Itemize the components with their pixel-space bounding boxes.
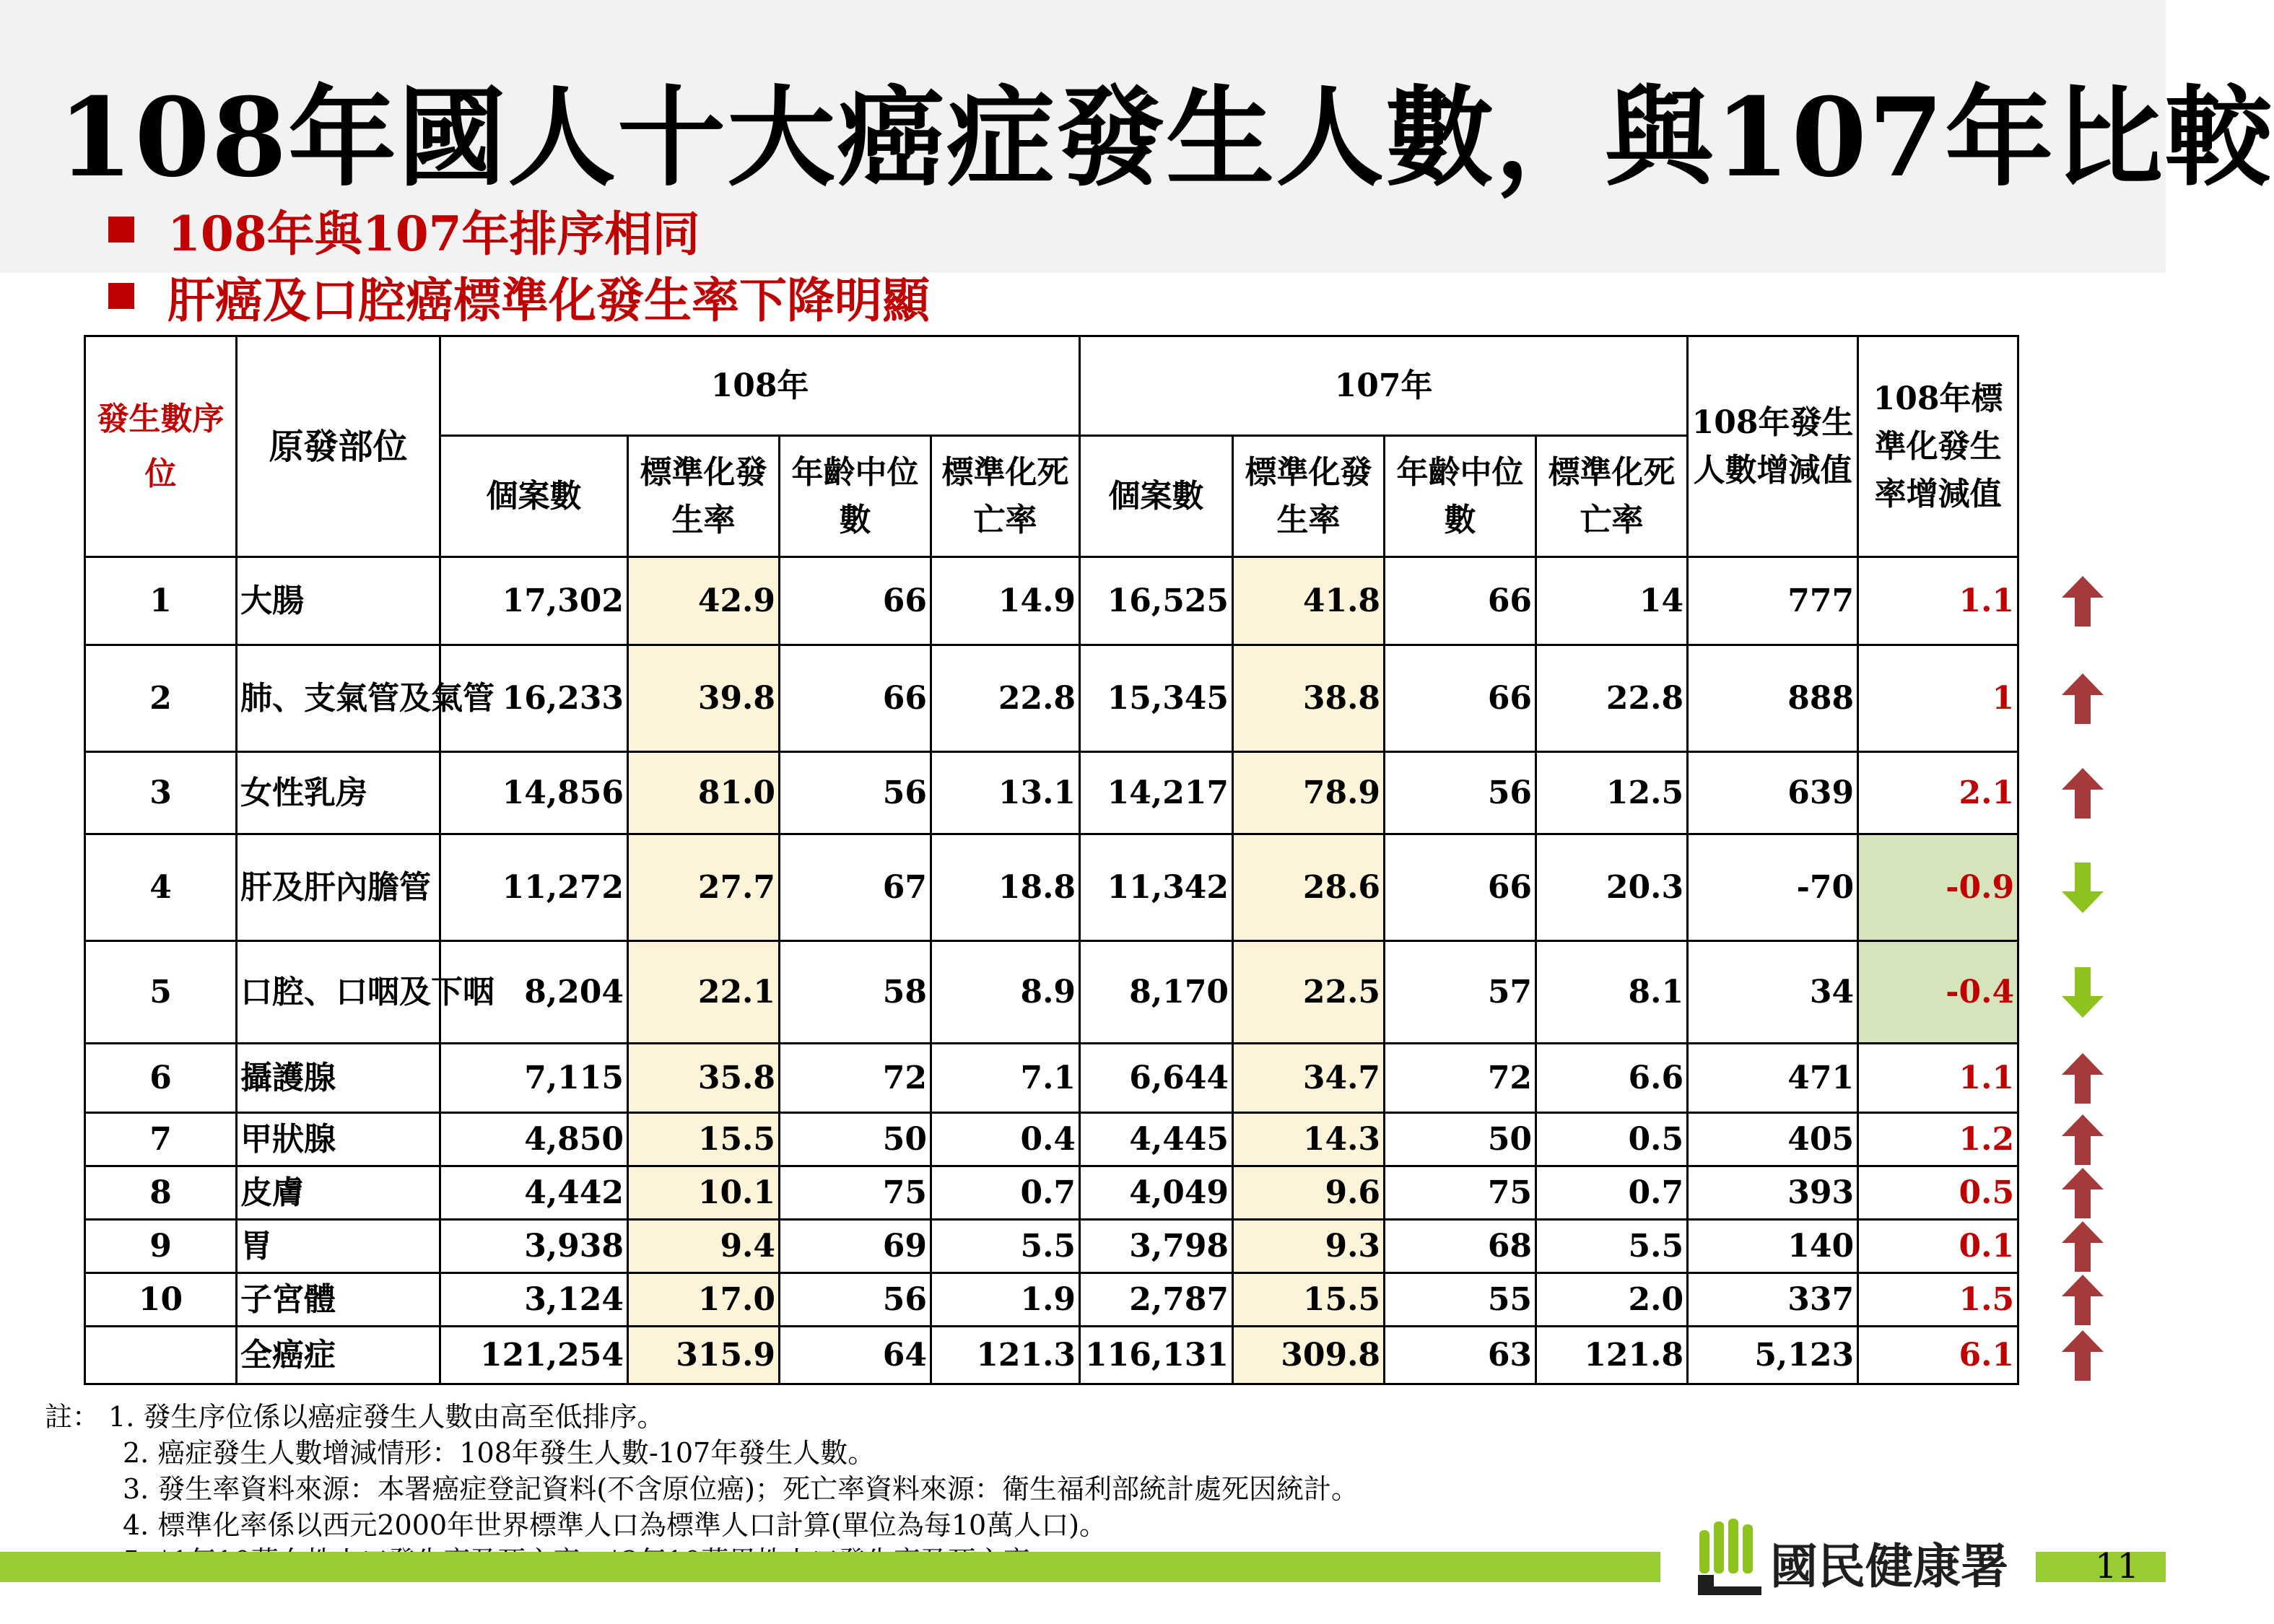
up-arrow-icon [2062,1275,2104,1325]
cell-site: 胃 [237,1220,440,1273]
cell-m108: 7.1 [931,1044,1080,1113]
up-arrow-icon [2062,576,2104,627]
header-108-std-inc: 標準化發生率 [628,436,780,557]
cell-c107: 15,345 [1080,645,1233,752]
cell-m107: 22.8 [1536,645,1688,752]
cell-rank: 9 [85,1220,237,1273]
cell-dc: 639 [1688,752,1858,834]
bullet-item: 肝癌及口腔癌標準化發生率下降明顯 [108,263,930,329]
table-row [85,1273,2018,1327]
cell-r107: 38.8 [1233,645,1385,752]
table-row [85,834,2018,941]
cell-a107: 75 [1385,1166,1536,1220]
cell-a108: 50 [780,1113,931,1166]
cell-m108: 18.8 [931,834,1080,941]
cell-r108: 315.9 [628,1327,780,1384]
cell-a107: 63 [1385,1327,1536,1384]
cell-dr: 2.1 [1858,752,2018,834]
cell-site: 女性乳房 [237,752,440,834]
cell-dc: 393 [1688,1166,1858,1220]
cell-a107: 68 [1385,1220,1536,1273]
cell-a107: 66 [1385,557,1536,645]
cell-dc: 5,123 [1688,1327,1858,1384]
page-number: 11 [2095,1546,2140,1586]
down-arrow-icon [2062,863,2104,913]
cell-m108: 13.1 [931,752,1080,834]
cell-m108: 5.5 [931,1220,1080,1273]
bullet-item: 108年與107年排序相同 [108,196,930,263]
cell-a107: 66 [1385,645,1536,752]
footnote-line: 4. 標準化率係以西元2000年世界標準人口為標準人口計算(單位為每10萬人口)。 [123,1509,1107,1541]
header-107-cases: 個案數 [1080,436,1233,557]
table-row [85,1327,2018,1384]
cell-site: 大腸 [237,557,440,645]
cell-rank: 8 [85,1166,237,1220]
cell-dc: -70 [1688,834,1858,941]
cell-dc: 888 [1688,645,1858,752]
cell-c108: 4,442 [440,1166,628,1220]
cell-r108: 17.0 [628,1273,780,1327]
cell-a107: 50 [1385,1113,1536,1166]
cell-m108: 0.4 [931,1113,1080,1166]
footnote-line: 1. 發生序位係以癌症發生人數由高至低排序。 [108,1401,665,1433]
cell-site: 子宮體 [237,1273,440,1327]
table-row [85,1044,2018,1113]
cell-m107: 0.5 [1536,1113,1688,1166]
cell-dc: 337 [1688,1273,1858,1327]
cell-r107: 9.6 [1233,1166,1385,1220]
cell-rank: 1 [85,557,237,645]
table-row [85,1166,2018,1220]
cell-site: 攝護腺 [237,1044,440,1113]
cell-c107: 3,798 [1080,1220,1233,1273]
cell-r108: 15.5 [628,1113,780,1166]
cell-c108: 7,115 [440,1044,628,1113]
square-bullet-icon [108,283,134,309]
footnote-line: 3. 發生率資料來源：本署癌症登記資料(不含原位癌)；死亡率資料來源：衛生福利部統計處死因統計。 [123,1473,1359,1505]
cell-dr: 1.1 [1858,557,2018,645]
cell-site: 口腔、口咽及下咽 [237,941,440,1044]
header-site: 原發部位 [237,336,440,557]
cell-m107: 5.5 [1536,1220,1688,1273]
cell-rank: 6 [85,1044,237,1113]
bullet-list [108,196,930,329]
footnote-line: 2. 癌症發生人數增減情形：108年發生人數-107年發生人數。 [123,1437,876,1469]
cell-c107: 4,049 [1080,1166,1233,1220]
cell-dr: 6.1 [1858,1327,2018,1384]
cell-rank: 10 [85,1273,237,1327]
cell-c108: 8,204 [440,941,628,1044]
cell-dc: 471 [1688,1044,1858,1113]
cell-c108: 121,254 [440,1327,628,1384]
cell-c107: 2,787 [1080,1273,1233,1327]
cell-rank: 7 [85,1113,237,1166]
cell-a108: 64 [780,1327,931,1384]
cell-m107: 8.1 [1536,941,1688,1044]
cell-dr: 1.1 [1858,1044,2018,1113]
cell-m107: 20.3 [1536,834,1688,941]
cell-r107: 9.3 [1233,1220,1385,1273]
page-title: 108年國人十大癌症發生人數，與107年比較 [58,74,2274,201]
cell-a108: 67 [780,834,931,941]
header-diff-cases: 108年發生人數增減值 [1688,336,1858,557]
cell-m107: 14 [1536,557,1688,645]
cell-a107: 57 [1385,941,1536,1044]
cell-dc: 405 [1688,1113,1858,1166]
up-arrow-icon [2062,1053,2104,1104]
cell-r108: 22.1 [628,941,780,1044]
up-arrow-icon [2062,1221,2104,1272]
cell-a107: 66 [1385,834,1536,941]
header-diff-rate: 108年標準化發生率增減值 [1858,336,2018,557]
cell-r108: 10.1 [628,1166,780,1220]
cell-m107: 2.0 [1536,1273,1688,1327]
cell-r108: 35.8 [628,1044,780,1113]
cell-c107: 11,342 [1080,834,1233,941]
up-arrow-icon [2062,1330,2104,1381]
cell-dr: 1.5 [1858,1273,2018,1327]
footer-bar [0,1552,1660,1582]
cell-r108: 27.7 [628,834,780,941]
cell-dc: 34 [1688,941,1858,1044]
cell-dr: 0.1 [1858,1220,2018,1273]
table-row [85,941,2018,1044]
cell-dr: 1.2 [1858,1113,2018,1166]
cell-a108: 58 [780,941,931,1044]
cell-m107: 0.7 [1536,1166,1688,1220]
cell-r107: 41.8 [1233,557,1385,645]
cell-dr: 1 [1858,645,2018,752]
cell-m108: 22.8 [931,645,1080,752]
table-row [85,557,2018,645]
cell-dr: -0.9 [1858,834,2018,941]
cell-r107: 28.6 [1233,834,1385,941]
cell-c107: 8,170 [1080,941,1233,1044]
cell-m107: 6.6 [1536,1044,1688,1113]
cell-r107: 14.3 [1233,1113,1385,1166]
cell-c107: 6,644 [1080,1044,1233,1113]
cell-a107: 72 [1385,1044,1536,1113]
header-group-108: 108年 [440,336,1080,436]
cell-a108: 56 [780,1273,931,1327]
cell-site: 皮膚 [237,1166,440,1220]
up-arrow-icon [2062,673,2104,724]
cell-r108: 9.4 [628,1220,780,1273]
cell-c107: 14,217 [1080,752,1233,834]
cell-c108: 11,272 [440,834,628,941]
cell-r107: 309.8 [1233,1327,1385,1384]
table-row [85,1220,2018,1273]
cell-a108: 66 [780,645,931,752]
cell-r108: 39.8 [628,645,780,752]
logo-text: 國民健康署 [1770,1539,2008,1594]
cell-r107: 78.9 [1233,752,1385,834]
header-108-median-age: 年齡中位數 [780,436,931,557]
cell-rank: 3 [85,752,237,834]
cell-site: 肺、支氣管及氣管 [237,645,440,752]
table-row [85,752,2018,834]
cell-c107: 116,131 [1080,1327,1233,1384]
cell-rank: 5 [85,941,237,1044]
header-107-std-inc: 標準化發生率 [1233,436,1385,557]
cell-c108: 4,850 [440,1113,628,1166]
cell-site: 全癌症 [237,1327,440,1384]
header-108-cases: 個案數 [440,436,628,557]
cell-dr: 0.5 [1858,1166,2018,1220]
header-108-std-mort: 標準化死亡率 [931,436,1080,557]
cell-site: 甲狀腺 [237,1113,440,1166]
cell-c108: 16,233 [440,645,628,752]
cell-m107: 121.8 [1536,1327,1688,1384]
cell-m108: 1.9 [931,1273,1080,1327]
header-107-median-age: 年齡中位數 [1385,436,1536,557]
up-arrow-icon [2062,1168,2104,1218]
hand-logo-icon [1695,1516,1764,1597]
cell-m108: 8.9 [931,941,1080,1044]
cell-rank [85,1327,237,1384]
cancer-incidence-table [84,335,2019,1385]
cell-rank: 4 [85,834,237,941]
cell-c107: 4,445 [1080,1113,1233,1166]
footnote-label: 註： [45,1401,100,1433]
cell-site: 肝及肝內膽管 [237,834,440,941]
header-group-107: 107年 [1080,336,1688,436]
cell-dr: -0.4 [1858,941,2018,1044]
cell-r108: 81.0 [628,752,780,834]
cell-a108: 75 [780,1166,931,1220]
cell-rank: 2 [85,645,237,752]
down-arrow-icon [2062,967,2104,1018]
cell-a107: 56 [1385,752,1536,834]
table-row [85,1113,2018,1166]
cell-a108: 69 [780,1220,931,1273]
up-arrow-icon [2062,1114,2104,1165]
cell-m108: 0.7 [931,1166,1080,1220]
cell-m108: 14.9 [931,557,1080,645]
header-107-std-mort: 標準化死亡率 [1536,436,1688,557]
cell-r108: 42.9 [628,557,780,645]
cell-c108: 17,302 [440,557,628,645]
cell-a108: 56 [780,752,931,834]
cell-a108: 72 [780,1044,931,1113]
cell-a107: 55 [1385,1273,1536,1327]
table-row [85,645,2018,752]
cell-m107: 12.5 [1536,752,1688,834]
cell-dc: 777 [1688,557,1858,645]
header-rank: 發生數序位 [85,336,237,557]
cell-c107: 16,525 [1080,557,1233,645]
logo [1695,1516,2008,1597]
cell-r107: 22.5 [1233,941,1385,1044]
cell-dc: 140 [1688,1220,1858,1273]
cell-a108: 66 [780,557,931,645]
up-arrow-icon [2062,768,2104,818]
cell-c108: 3,938 [440,1220,628,1273]
square-bullet-icon [108,217,134,243]
cell-m108: 121.3 [931,1327,1080,1384]
cell-r107: 34.7 [1233,1044,1385,1113]
cell-c108: 3,124 [440,1273,628,1327]
cell-c108: 14,856 [440,752,628,834]
cell-r107: 15.5 [1233,1273,1385,1327]
